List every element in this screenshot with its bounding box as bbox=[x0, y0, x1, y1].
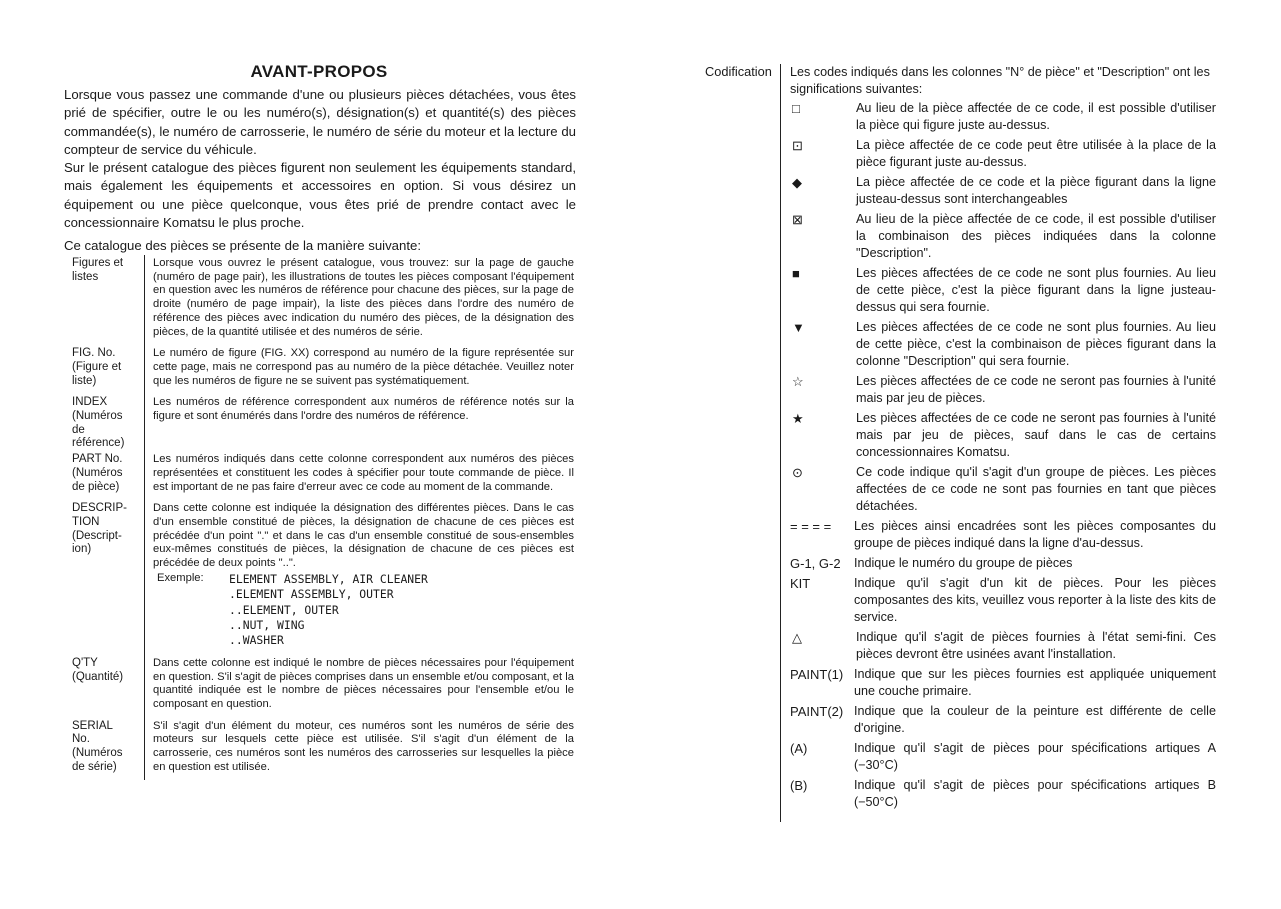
term-line: listes bbox=[72, 270, 99, 283]
code-row bbox=[790, 100, 1216, 134]
code-symbol: PAINT(2) bbox=[790, 704, 844, 719]
term-line: (Numéros bbox=[72, 410, 123, 423]
definition-term bbox=[72, 345, 144, 394]
black-diamond-icon: ◆ bbox=[792, 175, 802, 190]
intro-text bbox=[64, 86, 576, 232]
definition-row bbox=[72, 655, 576, 718]
code-symbol: (A) bbox=[790, 741, 808, 756]
outline-star-icon: ☆ bbox=[792, 374, 804, 389]
definition-description: Lorsque vous ouvrez le présent catalogue, vous trouvez: sur la page de gauche (numéro de page pair), les illustrations de toutes les pièces composant l'équipement en question avec les numéros de référence pour chacune des pièces, sur la page de droite (numéro de page impair), la liste des pièces dans l'ordre des numéro de référence des pièces avec indication du numéro des pièces, de la désignation des pièces, de la quantité utilisée et des numéros de série. bbox=[144, 255, 576, 345]
definition-description: Dans cette colonne est indiqué le nombre de pièces nécessaires pour l'équipement en question. S'il s'agit de pièces comprises dans un ensemble et/ou composant, et la quantité indiquée est le nombre de pièces nécessaires pour l'ensemble et/ou le composant en question. bbox=[144, 655, 576, 718]
dotted-square-icon: ⊡ bbox=[792, 138, 803, 153]
term-line: (Figure et bbox=[72, 360, 122, 373]
page-title: AVANT-PROPOS bbox=[250, 62, 388, 81]
definition-list bbox=[72, 255, 576, 780]
example-line: ..ELEMENT, OUTER bbox=[229, 602, 339, 617]
intro-paragraph: Lorsque vous passez une commande d'une ou plusieurs pièces détachées, vous êtes prié de spécifier, outre le ou les numéro(s), désignation(s) et quantité(s) des pièces commandée(s), le numéro de carrosserie, le numéro de série du moteur et la lecture du compteur de service du véhicule. bbox=[64, 87, 576, 157]
code-row bbox=[790, 319, 1216, 370]
code-row bbox=[790, 265, 1216, 316]
code-description: Les pièces affectées de ce code ne sont plus fournies. Au lieu de cette pièce, c'est la combinaison de pièces figurant dans la colonne "Description" qui sera fournie. bbox=[856, 320, 1216, 368]
term-line: liste) bbox=[72, 374, 97, 387]
example-label: Exemple: bbox=[157, 571, 204, 584]
term-line: PART No. bbox=[72, 453, 123, 466]
crossed-square-icon: ⊠ bbox=[792, 212, 803, 227]
term-line: INDEX bbox=[72, 396, 108, 409]
intro-paragraph: Sur le présent catalogue des pièces figurent non seulement les équipements standard, mais également les équipements et accessoires en option. Si vous désirez un équipement ou une pièce quelconque, vous êtes prié de prendre contact avec le concessionnaire Komatsu le plus proche. bbox=[64, 160, 576, 231]
empty-square-icon: □ bbox=[792, 101, 800, 116]
term-line: FIG. No. bbox=[72, 347, 116, 360]
term-line: Q'TY bbox=[72, 656, 98, 669]
example-block bbox=[153, 572, 574, 649]
code-description: Indique que la couleur de la peinture est différente de celle d'origine. bbox=[854, 704, 1216, 735]
definition-row bbox=[72, 345, 576, 394]
black-square-icon: ■ bbox=[792, 266, 800, 281]
code-row bbox=[790, 740, 1216, 774]
code-row bbox=[790, 464, 1216, 515]
code-symbol: G-1, G-2 bbox=[790, 556, 841, 571]
code-row bbox=[790, 211, 1216, 262]
definition-row bbox=[72, 451, 576, 500]
definition-row bbox=[72, 255, 576, 345]
definition-description-block bbox=[144, 500, 576, 655]
term-line: de série) bbox=[72, 760, 117, 773]
catalog-intro: Ce catalogue des pièces se présente de la manière suivante: bbox=[64, 238, 422, 253]
code-row bbox=[790, 137, 1216, 171]
definition-term bbox=[72, 500, 144, 655]
code-description: Indique qu'il s'agit d'un kit de pièces. Pour les pièces composantes des kits, veuillez vous reporter à la liste des kits de service. bbox=[854, 576, 1216, 624]
code-row bbox=[790, 518, 1216, 552]
definition-row bbox=[72, 718, 576, 781]
definition-row bbox=[72, 394, 576, 451]
code-description: Ce code indique qu'il s'agit d'un groupe de pièces. Les pièces affectées de ce code ne sont pas fournies en tant que pièces détachées. bbox=[856, 465, 1216, 513]
definition-term bbox=[72, 255, 144, 345]
code-description: Les pièces affectées de ce code ne seront pas fournies à l'unité mais par jeu de pièces, sauf dans le cas de certains concessionnaires Komatsu. bbox=[856, 411, 1216, 459]
black-triangle-down-icon: ▼ bbox=[792, 320, 805, 335]
code-row bbox=[790, 777, 1216, 811]
code-symbol: PAINT(1) bbox=[790, 667, 844, 682]
definition-term bbox=[72, 718, 144, 781]
example-line: ..NUT, WING bbox=[229, 617, 305, 632]
term-line: (Numéros bbox=[72, 747, 123, 760]
circled-dot-icon: ⊙ bbox=[792, 465, 803, 480]
definition-description: Les numéros indiqués dans cette colonne correspondent aux numéros des pièces représentées et constituent les codes à spécifier pour toute commande de pièce. Il est important de ne pas faire d'erreur avec ce code au moment de la commande. bbox=[144, 451, 576, 500]
double-dash-line-icon: = = = = bbox=[790, 519, 832, 534]
codification-label: Codification bbox=[705, 64, 772, 79]
example-line: .ELEMENT ASSEMBLY, OUTER bbox=[229, 587, 394, 602]
code-description: Indique qu'il s'agit de pièces pour spécifications artiques B (−50°C) bbox=[854, 778, 1216, 809]
term-line: de pièce) bbox=[72, 480, 120, 493]
code-description: Les pièces affectées de ce code ne sont plus fournies. Au lieu de cette pièce, c'est la pièce figurant dans la ligne justeau-dessus qui sera fournie. bbox=[856, 266, 1216, 314]
term-line: référence) bbox=[72, 437, 125, 450]
definition-term bbox=[72, 655, 144, 718]
term-line: (Descript- bbox=[72, 529, 122, 542]
code-row bbox=[790, 174, 1216, 208]
term-line: SERIAL bbox=[72, 719, 113, 732]
definition-description: Le numéro de figure (FIG. XX) correspond au numéro de la figure représentée sur cette page, mais ne correspond pas au numéro de la pièce détachée. Veuillez noter que les numéros de figure ne se suivent pas systématiquement. bbox=[144, 345, 576, 394]
code-row bbox=[790, 410, 1216, 461]
code-row bbox=[790, 575, 1216, 626]
term-line: DESCRIP- bbox=[72, 502, 127, 515]
code-list bbox=[790, 100, 1216, 814]
term-line: TION bbox=[72, 515, 100, 528]
term-line: ion) bbox=[72, 543, 92, 556]
code-description: Indique qu'il s'agit de pièces pour spécifications artiques A (−30°C) bbox=[854, 741, 1216, 772]
codification-intro: Les codes indiqués dans les colonnes "N° de pièce" et "Description" ont les significations suivantes: bbox=[790, 65, 1210, 96]
definition-description: S'il s'agit d'un élément du moteur, ces numéros sont les numéros de série des moteurs sur lesquels cette pièce est utilisée. S'il s'agit d'un élément de la carrosserie, ces numéros sont les numéros des carrosseries sur lesquelles la pièce en question est utilisée. bbox=[144, 718, 576, 781]
definition-description: Les numéros de référence correspondent aux numéros de référence notés sur la figure et sont énumérés dans l'ordre des numéros de référence. bbox=[144, 394, 576, 451]
codification-divider bbox=[780, 64, 781, 822]
code-row bbox=[790, 629, 1216, 663]
code-symbol: (B) bbox=[790, 778, 808, 793]
code-description: Les pièces affectées de ce code ne seront pas fournies à l'unité mais par jeu de pièces. bbox=[856, 374, 1216, 405]
code-row bbox=[790, 703, 1216, 737]
example-line: ELEMENT ASSEMBLY, AIR CLEANER bbox=[229, 571, 428, 586]
code-symbol: KIT bbox=[790, 576, 811, 591]
term-line: No. bbox=[72, 733, 90, 746]
left-page bbox=[0, 0, 640, 909]
code-description: Au lieu de la pièce affectée de ce code, il est possible d'utiliser la combinaison des pièces indiquées dans la colonne "Description". bbox=[856, 212, 1216, 260]
term-line: Figures et bbox=[72, 257, 124, 269]
code-description: Indique qu'il s'agit de pièces fournies à l'état semi-fini. Ces pièces devront être usinées avant l'installation. bbox=[856, 630, 1216, 661]
term-line: de bbox=[72, 423, 85, 436]
black-star-icon: ★ bbox=[792, 411, 804, 426]
term-line: (Quantité) bbox=[72, 670, 124, 683]
code-row bbox=[790, 373, 1216, 407]
code-row bbox=[790, 666, 1216, 700]
definition-description: Dans cette colonne est indiquée la désignation des différentes pièces. Dans le cas d'un ensemble constitué de pièces, la désignation de chacune de ces pièces est précédée d'un point "." et dans le cas d'un ensemble constitué de sous-ensembles eux-mêmes constitués de pièces, la désignation de chacune de ces pièces est précédée de deux points "..". bbox=[153, 502, 574, 570]
code-description: Indique que sur les pièces fournies est appliquée uniquement une couche primaire. bbox=[854, 667, 1216, 698]
term-line: (Numéros bbox=[72, 466, 123, 479]
definition-term bbox=[72, 394, 144, 451]
outline-triangle-icon: △ bbox=[792, 630, 802, 645]
code-description: Les pièces ainsi encadrées sont les pièces composantes du groupe de pièces indiqué dans la ligne d'au-dessus. bbox=[854, 519, 1216, 550]
code-description: Au lieu de la pièce affectée de ce code, il est possible d'utiliser la pièce qui figure juste au-dessus. bbox=[856, 101, 1216, 132]
definition-row bbox=[72, 500, 576, 655]
definition-term bbox=[72, 451, 144, 500]
example-lines bbox=[229, 572, 428, 649]
code-row bbox=[790, 555, 1216, 572]
code-description: La pièce affectée de ce code peut être utilisée à la place de la pièce figurant juste au-dessus. bbox=[856, 138, 1216, 169]
code-description: Indique le numéro du groupe de pièces bbox=[854, 556, 1073, 570]
code-description: La pièce affectée de ce code et la pièce figurant dans la ligne justeau-dessus sont interchangeables bbox=[856, 175, 1216, 206]
example-line: ..WASHER bbox=[229, 633, 284, 648]
